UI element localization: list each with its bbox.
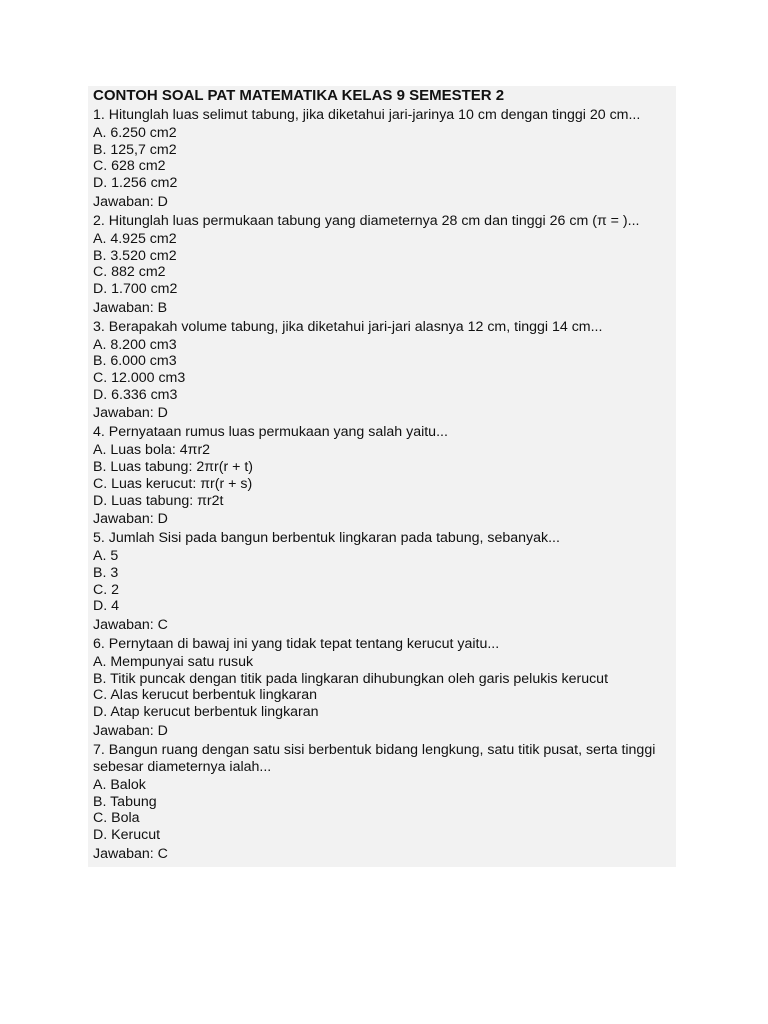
- option-b: B. Tabung: [93, 793, 157, 810]
- option-c: C. 2: [93, 581, 120, 598]
- question-4: [93, 424, 676, 528]
- question-text: 2. Hitunglah luas permukaan tabung yang diameternya 28 cm dan tinggi 26 cm (π = )...: [93, 212, 640, 229]
- answer-key: Jawaban: D: [93, 405, 168, 422]
- option-c: C. 882 cm2: [93, 264, 166, 281]
- option-b: B. 3.520 cm2: [93, 247, 177, 264]
- option-d: D. 4: [93, 598, 120, 615]
- question-text: 1. Hitunglah luas selimut tabung, jika diketahui jari-jarinya 10 cm dengan tinggi 20 cm...: [93, 107, 641, 123]
- option-b: B. Luas tabung: 2πr(r + t): [93, 459, 254, 476]
- option-list: [93, 654, 676, 721]
- option-a: A. Mempunyai satu rusuk: [93, 654, 254, 671]
- option-c: C. Bola: [93, 810, 140, 827]
- option-list: [93, 125, 676, 192]
- answer-key: Jawaban: C: [93, 617, 168, 634]
- answer-key: Jawaban: B: [93, 299, 168, 316]
- option-list: [93, 548, 676, 615]
- question-7: [93, 742, 676, 863]
- option-list: [93, 777, 676, 844]
- question-text: 7. Bangun ruang dengan satu sisi berbentuk bidang lengkung, satu titik pusat, serta tinggi sebesar diameternya ialah...: [93, 741, 656, 775]
- option-a: A. 5: [93, 548, 119, 565]
- option-b: B. 125,7 cm2: [93, 141, 177, 158]
- question-5: [93, 530, 676, 634]
- option-d: D. Luas tabung: πr2t: [93, 492, 224, 509]
- option-b: B. 6.000 cm3: [93, 353, 177, 370]
- question-text: 3. Berapakah volume tabung, jika diketahui jari-jari alasnya 12 cm, tinggi 14 cm...: [93, 318, 603, 335]
- answer-key: Jawaban: D: [93, 511, 168, 528]
- question-6: [93, 636, 676, 740]
- option-c: C. 628 cm2: [93, 158, 166, 175]
- question-text: 5. Jumlah Sisi pada bangun berbentuk lingkaran pada tabung, sebanyak...: [93, 530, 560, 547]
- option-list: [93, 231, 676, 298]
- question-3: [93, 319, 676, 423]
- question-2: [93, 213, 676, 317]
- answer-key: Jawaban: C: [93, 845, 168, 862]
- document-title: CONTOH SOAL PAT MATEMATIKA KELAS 9 SEMESTER 2: [93, 87, 505, 104]
- option-a: A. 4.925 cm2: [93, 230, 177, 247]
- question-text: 6. Pernytaan di bawaj ini yang tidak tepat tentang kerucut yaitu...: [93, 636, 500, 653]
- option-b: B. 3: [93, 564, 119, 581]
- option-a: A. 6.250 cm2: [93, 125, 177, 141]
- option-d: D. 1.700 cm2: [93, 280, 178, 297]
- option-c: C. Alas kerucut berbentuk lingkaran: [93, 687, 317, 704]
- option-d: D. Kerucut: [93, 826, 161, 843]
- option-a: A. Luas bola: 4πr2: [93, 442, 211, 459]
- option-d: D. 6.336 cm3: [93, 386, 178, 403]
- option-d: D. 1.256 cm2: [93, 175, 178, 192]
- answer-key: Jawaban: D: [93, 193, 168, 210]
- option-list: [93, 442, 676, 509]
- option-d: D. Atap kerucut berbentuk lingkaran: [93, 704, 319, 721]
- option-c: C. Luas kerucut: πr(r + s): [93, 475, 253, 492]
- question-text: 4. Pernyataan rumus luas permukaan yang salah yaitu...: [93, 424, 448, 441]
- option-c: C. 12.000 cm3: [93, 370, 186, 387]
- document-content: [88, 86, 676, 867]
- question-1: [93, 107, 676, 211]
- answer-key: Jawaban: D: [93, 722, 168, 739]
- option-list: [93, 337, 676, 404]
- option-a: A. 8.200 cm3: [93, 336, 177, 353]
- option-a: A. Balok: [93, 776, 146, 793]
- option-b: B. Titik puncak dengan titik pada lingkaran dihubungkan oleh garis pelukis kerucut: [93, 670, 609, 687]
